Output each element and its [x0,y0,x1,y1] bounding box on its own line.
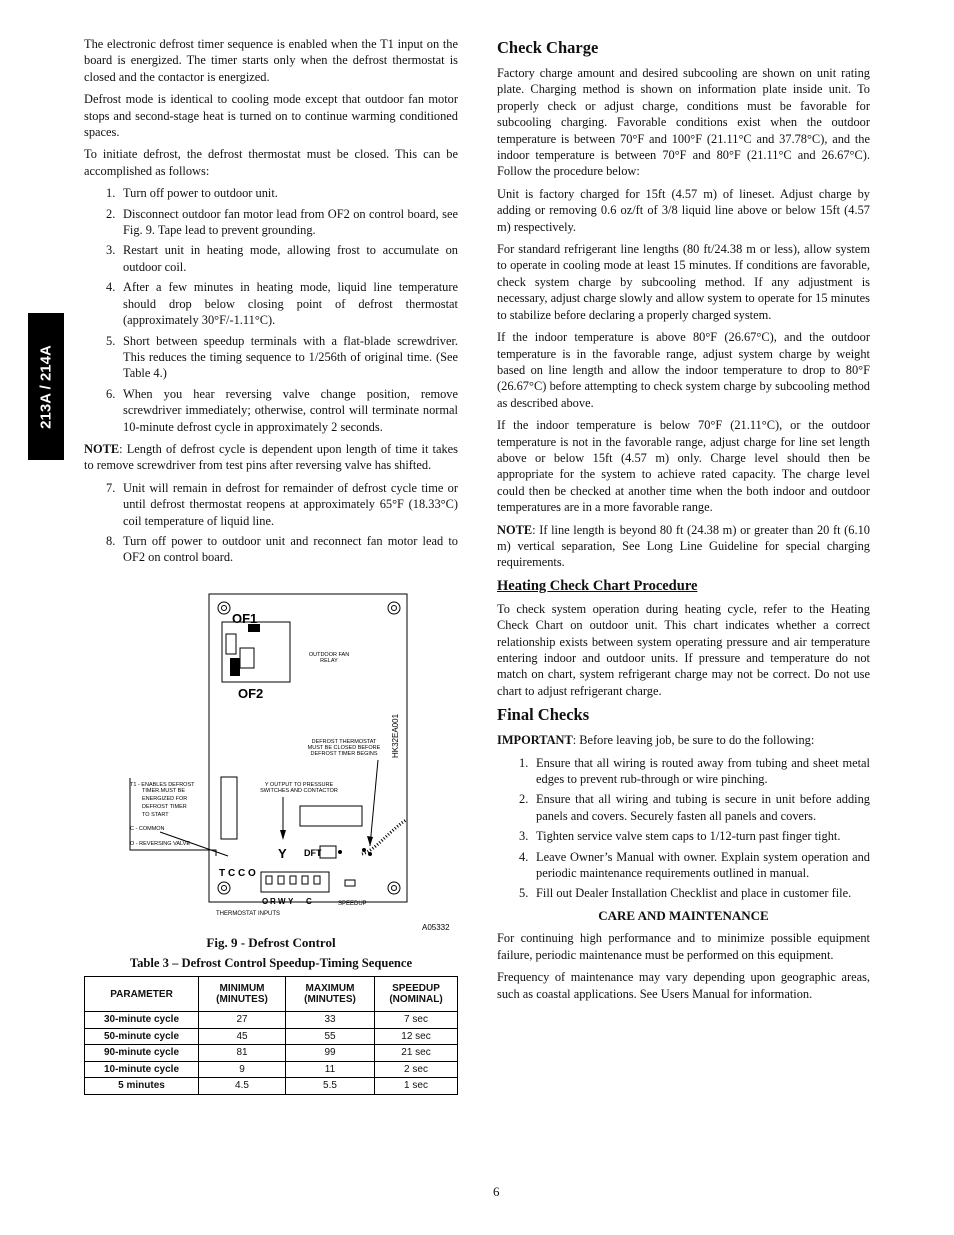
table-row: 10-minute cycle 9 11 2 sec [85,1061,458,1078]
right-column [497,36,870,1008]
note-paragraph: NOTE: Length of defrost cycle is dependent upon length of time it takes to remove screwdriver from test pins after reversing valve has shifted. [84,441,458,473]
list-item: 2. Ensure that all wiring and tubing is secure in unit before adding panels and covers. Securely fasten all panels and covers. [519,792,870,823]
list-item: 3. Restart unit in heating mode, allowing frost to accumulate on outdoor coil. [106,243,458,274]
list-item: 6. When you hear reversing valve change position, remove screwdriver immediately; otherwise, control will terminate normal 10-minute defrost cycle in approximately 2 seconds. [106,386,458,434]
paragraph: To initiate defrost, the defrost thermostat must be closed. This can be accomplished as follows: [84,147,458,178]
defrost-timing-table [84,976,458,1095]
defrost-steps-list [84,185,458,435]
paragraph: Defrost mode is identical to cooling mode except that outdoor fan motor stops and second-stage heat is turned on to continue warming conditioned spaces. [84,92,458,140]
svg-text:W: W [278,897,286,906]
svg-text:R: R [270,897,276,906]
svg-text:C: C [238,868,246,879]
of2-label: OF2 [238,686,264,701]
svg-text:SWITCHES AND CONTACTOR: SWITCHES AND CONTACTOR [260,788,338,794]
defrost-control-figure [120,592,460,937]
defrost-steps-list-continued [84,480,458,566]
column-header: MAXIMUM (MINUTES) [286,977,375,1012]
list-item: 3. Tighten service valve stem caps to 1/12-turn past finger tight. [519,829,841,844]
board-code: HK32EA001 [391,713,400,758]
svg-text:T1 - ENABLES DEFROST: T1 - ENABLES DEFROST [130,782,195,788]
list-item: 1. Turn off power to outdoor unit. [106,186,278,201]
check-charge-heading: Check Charge [497,38,599,57]
svg-text:THERMOSTAT INPUTS: THERMOSTAT INPUTS [216,911,281,917]
list-item: 4. Leave Owner’s Manual with owner. Explain system operation and periodic maintenance requirements outlined in manual. [519,849,870,881]
paragraph: For standard refrigerant line lengths (80 ft/24.38 m or less), allow system to operate in cooling mode at least 15 minutes. If conditions are favorable, check system charge by subcooling method. If any adjustment is necessary, adjust charge slowly and allow system to operate for 15 minutes to stabilize before declaring a properly charged system. [497,242,870,322]
svg-text:Y OUTPUT TO PRESSURE: Y OUTPUT TO PRESSURE [264,782,334,788]
important-paragraph: IMPORTANT: Before leaving job, be sure to do the following: [497,733,815,748]
paragraph: Unit is factory charged for 15ft (4.57 m) of lineset. Adjust charge by adding or removing 0.6 oz/ft of 3/8 liquid line above or below 15ft (4.57 m) respectively. [497,186,870,234]
svg-text:OUTDOOR FAN: OUTDOOR FAN [308,652,350,658]
note-paragraph: NOTE: If line length is beyond 80 ft (24.38 m) or greater than 20 ft (6.10 m) vertical separation, See Long Line Guideline for special charging requirements. [497,522,870,570]
svg-text:TIMER.MUST BE: TIMER.MUST BE [142,788,185,794]
section-side-tab [28,313,64,460]
table-caption: Table 3 – Defrost Control Speedup-Timing Sequence [129,956,413,970]
page-number: 6 [493,1184,500,1199]
svg-text:C: C [306,897,312,906]
paragraph: The electronic defrost timer sequence is enabled when the T1 input on the board is energized. The timer starts only when the defrost thermostat is closed and the contactor is energized. [84,37,458,84]
table-row: 5 minutes 4.5 5.5 1 sec [85,1078,458,1095]
table-header-row [85,977,458,1012]
paragraph: Factory charge amount and desired subcooling are shown on unit rating plate. Charging method is shown on information plate inside unit. To properly check or adjust charge, conditions must be favorable for subcooling charging. Favorable conditions exist when the outdoor temperature is between 70°F and 100°F (21.11°C and 37.78°C), and the indoor temperature is between 70°F and 80°F (21.11°C and 26.67°C). Follow the procedure below: [497,66,870,179]
svg-text:Y: Y [288,897,294,906]
heating-check-heading: Heating Check Chart Procedure [497,577,698,594]
svg-text:O: O [262,897,269,906]
column-header: SPEEDUP (NOMINAL) [375,977,458,1012]
final-checks-list [497,755,870,902]
column-header: PARAMETER [85,977,199,1012]
svg-text:DEFROST THERMOSTAT: DEFROST THERMOSTAT [311,739,377,745]
column-header: MINIMUM (MINUTES) [199,977,286,1012]
svg-text:TO START: TO START [142,812,169,818]
paragraph: If the indoor temperature is above 80°F (26.67°C), and the outdoor temperature is in the favorable range, adjust system charge by weight based on line length and allow the indoor temperature to drop to 80°F (26.67°C) before attempting to check system charge by subcooling method as described above. [497,330,870,410]
table-row: 90-minute cycle 81 99 21 sec [85,1045,458,1062]
svg-text:C - COMMON: C - COMMON [130,826,165,832]
list-item: 8. Turn off power to outdoor unit and reconnect fan motor lead to OF2 on control board. [106,533,458,565]
list-item: 1. Ensure that all wiring is routed away from tubing and sheet metal edges to prevent rub-through or wire pinching. [519,755,870,787]
care-maintenance-heading: CARE AND MAINTENANCE [598,907,769,923]
svg-text:RELAY: RELAY [320,658,338,664]
svg-text:ENERGIZED FOR: ENERGIZED FOR [142,796,188,802]
list-item: 7. Unit will remain in defrost for remainder of defrost cycle time or until defrost thermostat reopens at approximately 65°F (18.33°C) coil temperature of liquid line. [106,480,458,528]
svg-text:DFT: DFT [304,848,322,858]
svg-text:T: T [219,868,226,879]
figure-caption: Fig. 9 - Defrost Control [206,935,336,950]
list-item: 5. Fill out Dealer Installation Checklist and place in customer file. [519,886,852,901]
list-item: 4. After a few minutes in heating mode, liquid line temperature should drop below closing point of defrost thermostat (approximately 30°F/-1.11°C). [106,280,458,328]
list-item: 5. Short between speedup terminals with a flat-blade screwdriver. This reduces the timing sequence to 1/256th of original time. (See Table 4.) [106,333,458,381]
svg-text:O - REVERSING VALVE: O - REVERSING VALVE [130,841,191,847]
paragraph: To check system operation during heating cycle, refer to the Heating Check Chart on outdoor unit. This chart indicates whether a correct relationship exists between system operating pressure and air temperature entering indoor and outdoor units. If pressure and temperature do not match on chart, system refrigerant charge may not be correct. Do not use chart to adjust refrigerant charge. [497,601,870,698]
final-checks-heading: Final Checks [497,705,590,725]
left-column [84,36,458,572]
table-row: 30-minute cycle 27 33 7 sec [85,1012,458,1029]
paragraph: For continuing high performance and to minimize possible equipment failure, periodic maintenance must be performed on this equipment. [497,931,870,962]
paragraph: If the indoor temperature is below 70°F (21.11°C), or the outdoor temperature is not in the favorable range, adjust charge for line set length above or below 15ft (4.57 m) only. Charge level should then be appropriate for the system to achieve rated capacity. The charge level could then be checked at another time when the both indoor and outdoor temperatures are in a more favorable range. [497,418,870,515]
svg-text:DEFROST TIMER BEGINS: DEFROST TIMER BEGINS [310,751,378,757]
table-row: 50-minute cycle 45 55 12 sec [85,1028,458,1045]
paragraph: Frequency of maintenance may vary depending upon geographic areas, such as coastal applications. See Users Manual for information. [497,970,870,1001]
svg-text:Y: Y [278,846,287,861]
svg-text:MUST BE CLOSED BEFORE: MUST BE CLOSED BEFORE [307,745,381,751]
list-item: 2. Disconnect outdoor fan motor lead from OF2 on control board, see Fig. 9. Tape lead to prevent grounding. [106,206,458,238]
of1-label: OF1 [232,611,258,626]
side-tab-label: 213A / 214A [37,344,55,429]
svg-text:C: C [228,868,236,879]
figure-code: A05332 [422,923,450,932]
svg-text:SPEEDUP: SPEEDUP [338,901,367,907]
svg-text:DEFROST TIMER: DEFROST TIMER [142,804,187,810]
svg-text:O: O [248,868,256,879]
